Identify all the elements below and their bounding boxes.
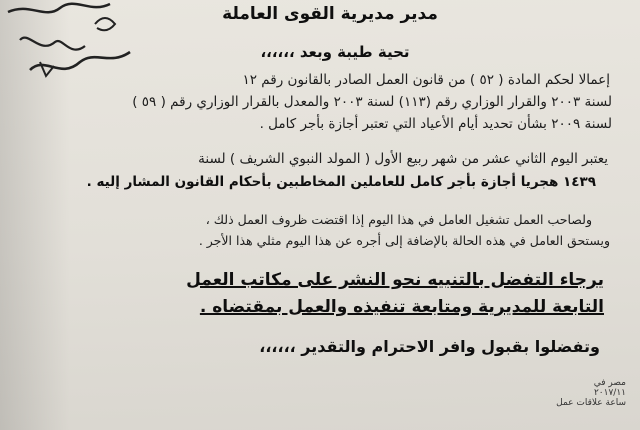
paragraph-1-line-1: إعمالا لحكم المادة ( ٥٢ ) من قانون العمل الصادر بالقانون رقم ١٢ xyxy=(242,72,610,88)
footer-note-line-1: مصر في xyxy=(593,378,626,388)
letter-title: مدير مديرية القوى العاملة xyxy=(222,4,438,24)
paragraph-1-line-3: لسنة ٢٠٠٩ بشأن تحديد أيام الأعياد التي تعتبر أجازة بأجر كامل . xyxy=(259,116,612,132)
handwritten-signature xyxy=(0,0,150,100)
request-line-2: التابعة للمديرية ومتابعة تنفيذه والعمل بمقتضاه . xyxy=(199,297,604,317)
request-line-1: يرجاء التفضل بالتنبيه نحو النشر على مكاتب العمل xyxy=(186,270,604,290)
footer-note-line-3: ساعة علاقات عمل xyxy=(556,398,626,408)
closing-line: وتفضلوا بقبول وافر الاحترام والتقدير ،،،،،، xyxy=(259,337,600,356)
footer-note xyxy=(556,378,626,408)
paragraph-3-line-1: ولصاحب العمل تشغيل العامل في هذا اليوم إذا اقتضت ظروف العمل ذلك ، xyxy=(205,212,592,227)
paragraph-2-line-1: يعتبر اليوم الثاني عشر من شهر ربيع الأول ( المولد النبوي الشريف ) لسنة xyxy=(198,151,608,167)
paragraph-1-line-2: لسنة ٢٠٠٣ والقرار الوزاري رقم (١١٣) لسنة ٢٠٠٣ والمعدل بالقرار الوزاري رقم ( ٥٩ ) xyxy=(132,94,612,110)
paragraph-2-line-2: ١٤٣٩ هجريا أجازة بأجر كامل للعاملين المخاطبين بأحكام القانون المشار إليه . xyxy=(86,174,596,190)
footer-note-line-2: ٢٠١٧/١١ xyxy=(593,388,626,398)
greeting: تحية طيبة وبعد ،،،،،، xyxy=(260,43,410,61)
paragraph-3-line-2: ويستحق العامل في هذه الحالة بالإضافة إلى أجره عن هذا اليوم مثلي هذا الأجر . xyxy=(198,233,610,248)
